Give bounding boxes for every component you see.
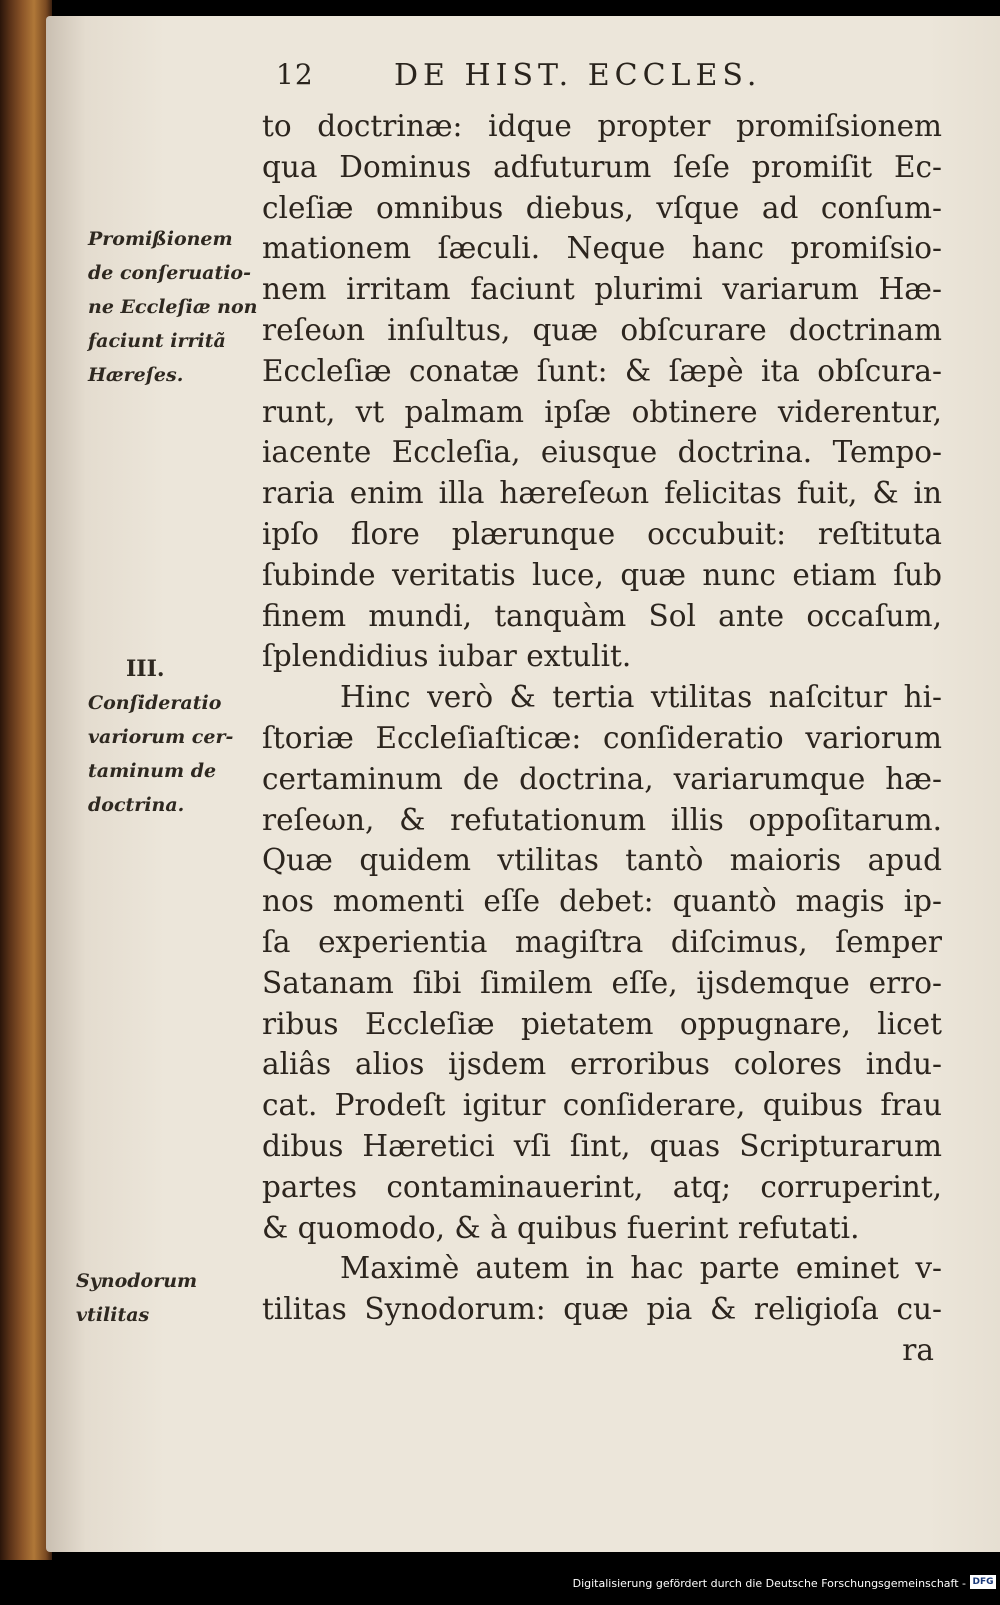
margin-note-line: doctrina. — [88, 794, 185, 816]
funding-credit: Digitalisierung gefördert durch die Deutsche Forschungsgemeinschaft - — [572, 1577, 966, 1590]
text-line: cleſiæ omnibus diebus, vſque ad conſum- — [262, 190, 942, 225]
text-line: reſeωn, & refutationum illis oppoſitarum. — [262, 802, 942, 837]
margin-note-line: faciunt irritã — [88, 330, 226, 352]
running-title: DE HIST. ECCLES. — [394, 58, 762, 93]
margin-note-line: ne Eccleſiæ non — [88, 296, 258, 318]
page-number: 12 — [276, 58, 314, 91]
book-binding-edge — [0, 0, 52, 1560]
dfg-logo-icon: DFG — [970, 1575, 996, 1589]
text-line: aliâs alios ijsdem erroribus colores indu- — [262, 1047, 942, 1082]
margin-note-consideration — [88, 652, 258, 822]
text-line: ſa experientia magiſtra diſcimus, ſemper — [262, 924, 942, 959]
margin-note-numeral: III. — [126, 656, 165, 682]
text-line: & quomodo, & à quibus fuerint refutati. — [262, 1210, 860, 1245]
body-text — [262, 106, 942, 1371]
text-line: Satanam ſibi ſimilem eſſe, ijsdemque erro- — [262, 965, 942, 1000]
text-line: runt, vt palmam ipſæ obtinere viderentur, — [262, 394, 942, 429]
text-line: certaminum de doctrina, variarumque hæ- — [262, 761, 942, 796]
margin-note-line: vtilitas — [76, 1304, 150, 1326]
text-line: Maximè autem in hac parte eminet v- — [340, 1251, 942, 1286]
text-line: ſtoriæ Eccleſiaſticæ: conſideratio variorum — [262, 720, 942, 755]
text-line: qua Dominus adfuturum ſeſe promiſit Ec- — [262, 149, 942, 184]
text-line: Eccleſiæ conatæ ſunt: & ſæpè ita obſcura- — [262, 353, 942, 388]
text-line: to doctrinæ: idque propter promiſsionem — [262, 109, 942, 143]
running-head — [276, 58, 836, 98]
text-line: iacente Eccleſia, eiusque doctrina. Tempo- — [262, 435, 942, 470]
margin-note-synods — [76, 1264, 246, 1332]
text-line: ſplendidius iubar extulit. — [262, 639, 632, 674]
margin-note-line: de conſeruatio- — [88, 262, 251, 284]
text-line: partes contaminauerint, atq; corruperint, — [262, 1169, 942, 1204]
text-line: raria enim illa hæreſeωn felicitas fuit, & in — [262, 476, 942, 511]
margin-note-promise — [88, 222, 258, 392]
margin-note-line: variorum cer- — [88, 726, 234, 748]
text-line: ribus Eccleſiæ pietatem oppugnare, licet — [262, 1006, 942, 1041]
text-line: nos momenti eſſe debet: quantò magis ip- — [262, 884, 942, 919]
margin-note-line: taminum de — [88, 760, 217, 782]
margin-note-line: Synodorum — [76, 1270, 198, 1292]
text-line: dibus Hæretici vſi ſint, quas Scripturarum — [262, 1128, 942, 1163]
text-line: finem mundi, tanquàm Sol ante occaſum, — [262, 598, 942, 633]
text-line: ipſo flore plærunque occubuit: reſtituta — [262, 516, 942, 551]
text-line: Hinc verò & tertia vtilitas naſcitur hi- — [340, 680, 942, 715]
text-line: cat. Prodeſt igitur conſiderare, quibus frau — [262, 1088, 942, 1123]
text-line: Quæ quidem vtilitas tantò maioris apud — [262, 843, 942, 878]
text-line: mationem ſæculi. Neque hanc promiſsio- — [262, 231, 942, 266]
text-line: reſeωn inſultus, quæ obſcurare doctrinam — [262, 312, 942, 347]
catchword: ra — [902, 1332, 934, 1367]
margin-note-line: Hæreſes. — [88, 364, 184, 386]
text-line: ſubinde veritatis luce, quæ nunc etiam ſub — [262, 557, 942, 592]
margin-note-line: Promißionem — [88, 228, 233, 250]
text-line: nem irritam faciunt plurimi variarum Hæ- — [262, 272, 942, 307]
digitization-footer — [0, 1560, 1000, 1605]
margin-note-line: Conſideratio — [88, 692, 222, 714]
text-line: tilitas Synodorum: quæ pia & religioſa cu- — [262, 1292, 942, 1327]
